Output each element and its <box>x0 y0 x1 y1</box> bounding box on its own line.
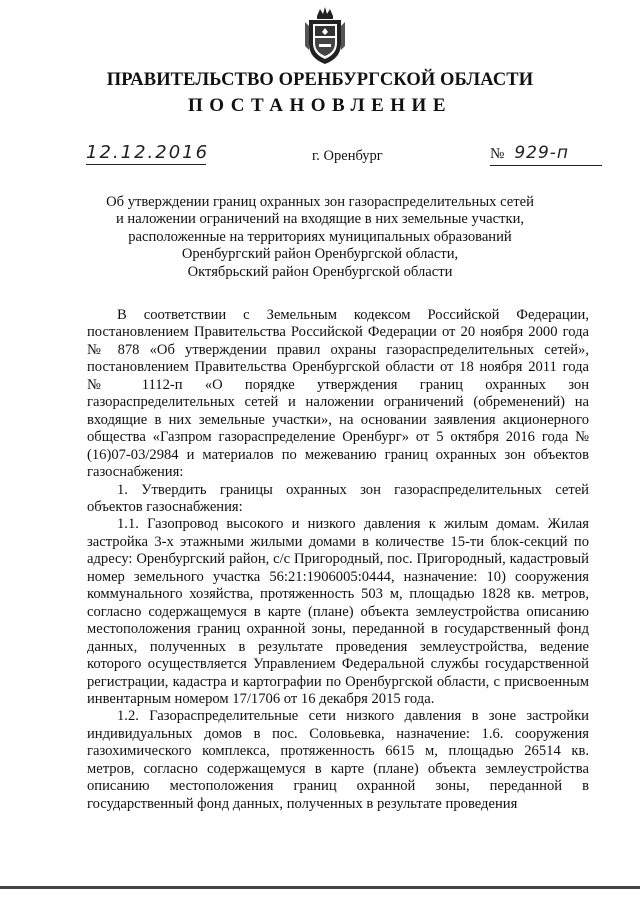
page-bottom-divider <box>0 886 640 889</box>
subject-line: Об утверждении границ охранных зон газораспределительных сетей <box>106 194 534 210</box>
subject-line: и наложении ограничений на входящие в них земельные участки, <box>115 211 525 228</box>
body-paragraph: 1.1. Газопровод высокого и низкого давления к жилым домам. Жилая застройка 3-х этажными жилыми домами в количестве 15-ти блок-секций по адресу: Оренбургский район, с/с Пригородный, пос. Пригородный, кадастровый номер земельного участка 56:21:1906005:0444, назначение: 10) сооружения коммунального хозяйства, протяженность 503 м, площадью 1828 кв. метров, согласно содержащемуся в карте (плане) объекта землеустройства описанию местоположения границ охранной зоны, переданной в государственный фонд данных, полученных в результате проведения землеустройства, ведение которого осуществляется Управлением Федеральной службы государственной регистрации, кадастра и картографии по Оренбургской области, с присвоенным инвентарным номером 17/1706 от 16 декабря 2015 года. <box>87 516 589 707</box>
decree-number: 929-п <box>514 143 570 163</box>
government-title: ПРАВИТЕЛЬСТВО ОРЕНБУРГСКОЙ ОБЛАСТИ <box>106 70 534 90</box>
body-paragraph: 1. Утвердить границы охранных зон газораспределительных сетей объектов газоснабжения: <box>87 481 589 515</box>
subject-line: Октябрьский район Оренбургской области <box>187 263 453 280</box>
subject-line: расположенные на территориях муниципальных образований <box>128 228 512 245</box>
decree-number-field <box>490 142 602 166</box>
decree-subject <box>90 194 550 281</box>
body-paragraph: 1.2. Газораспределительные сети низкого давления в зоне застройки индивидуальных домов в пос. Соловьевка, назначение: 1.6. сооружения газохимического комплекса, протяженность 6615 м, площадью 26514 кв. метров, согласно содержащемуся в карте (плане) объекта землеустройства описанию местоположения границ охранной зоны, переданной в государственный фонд данных, полученных в результате проведения <box>87 708 589 812</box>
decree-title: ПОСТАНОВЛЕНИЕ <box>187 95 453 116</box>
number-sign: № <box>490 146 505 162</box>
decree-date: 12.12.2016 <box>86 142 210 163</box>
body-paragraph: В соответствии с Земельным кодексом Российской Федерации, постановлением Правительства Российской Федерации от 20 ноября 2000 года № 878 «Об утверждении правил охраны газораспределительных сетей», постановлением Правительства Оренбургской области от 18 ноября 2011 года № 1112-п «О порядке утверждения границ охранных зон газораспределительных сетей и наложении ограничений (обременений) на входящие в них земельные участки», на основании заявления акционерного общества «Газпром газораспределение Оренбург» от 5 октября 2016 года № (16)07-03/2984 и материалов по межеванию границ охранных зон объектов газоснабжения: <box>87 307 589 481</box>
decree-body <box>87 307 589 813</box>
decree-city: г. Оренбург <box>312 148 383 164</box>
coat-of-arms-icon <box>303 6 347 68</box>
subject-line: Оренбургский район Оренбургской области, <box>181 246 459 263</box>
